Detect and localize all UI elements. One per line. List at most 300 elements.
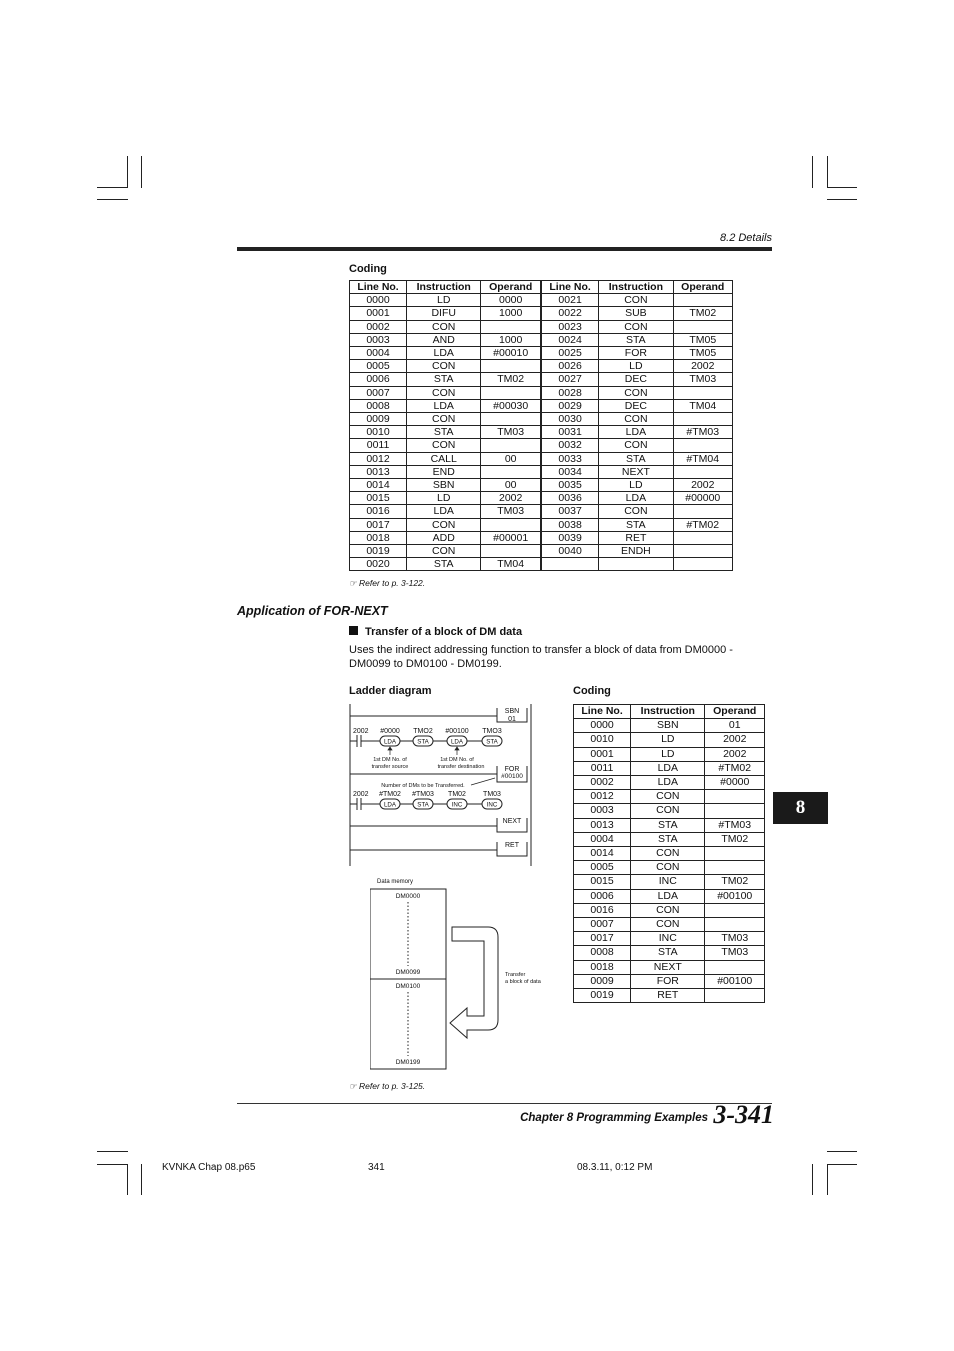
table-cell: CALL (407, 452, 481, 465)
func-label: LDA (383, 801, 397, 809)
table-cell: STA (599, 452, 673, 465)
crop-mark (827, 1164, 857, 1165)
table-cell: 0007 (574, 918, 631, 932)
table-row (574, 875, 765, 889)
table-row (350, 333, 733, 346)
table-cell: 0004 (350, 347, 407, 360)
table-row (574, 861, 765, 875)
operand-label: TM03 (483, 791, 501, 798)
table-cell: 0012 (574, 790, 631, 804)
print-page-number: 341 (368, 1162, 385, 1173)
crop-mark (127, 156, 128, 188)
table-cell: NEXT (631, 960, 705, 974)
table-cell: 0012 (350, 452, 407, 465)
table-cell: 0011 (350, 439, 407, 452)
table-cell: LD (631, 733, 705, 747)
ladder-title: Ladder diagram (349, 685, 432, 697)
table-cell: 0000 (350, 294, 407, 307)
crop-mark (97, 199, 128, 200)
operand-label: #TM03 (412, 791, 434, 798)
table-cell: 0000 (481, 294, 541, 307)
crop-mark (827, 187, 857, 188)
table-cell (481, 439, 541, 452)
table-cell (705, 847, 765, 861)
column-header: Operand (481, 281, 541, 294)
column-header: Line No. (574, 705, 631, 719)
table-cell: CON (599, 294, 673, 307)
table-row (350, 531, 733, 544)
table-cell: 0013 (350, 465, 407, 478)
table-row (574, 747, 765, 761)
table-cell (705, 790, 765, 804)
table-cell: CON (599, 505, 673, 518)
table-cell: 0013 (574, 818, 631, 832)
table-cell: INC (631, 932, 705, 946)
memory-cell: DM0100 (395, 983, 421, 990)
column-header: Instruction (631, 705, 705, 719)
table-cell: DEC (599, 399, 673, 412)
operand-label: #0000 (380, 728, 400, 735)
table-cell: CON (631, 804, 705, 818)
table-cell (705, 960, 765, 974)
table-cell: TM03 (705, 932, 765, 946)
table-cell (673, 531, 732, 544)
table-cell: 0018 (350, 531, 407, 544)
table-cell: 0023 (541, 320, 599, 333)
table-cell (481, 465, 541, 478)
memory-cell: DM0199 (395, 1059, 421, 1066)
table-cell: 0016 (350, 505, 407, 518)
table-cell: 2002 (705, 733, 765, 747)
table-cell: 2002 (705, 747, 765, 761)
coding-title: Coding (349, 263, 387, 275)
table-cell: FOR (599, 347, 673, 360)
table-cell: 0005 (574, 861, 631, 875)
data-memory-diagram (370, 872, 560, 1072)
table-cell: LDA (599, 492, 673, 505)
sbn-label: SBN (504, 708, 520, 715)
table-cell: 00 (481, 479, 541, 492)
table-cell: 0011 (574, 761, 631, 775)
table-cell (705, 918, 765, 932)
table-cell: 0021 (541, 294, 599, 307)
crop-mark (812, 156, 813, 188)
annotation: 1st DM No. of (373, 757, 407, 763)
table-cell: 0032 (541, 439, 599, 452)
table-cell: CON (631, 918, 705, 932)
ladder-diagram (345, 700, 545, 870)
table-row (350, 347, 733, 360)
table-cell: 0005 (350, 360, 407, 373)
operand-label: #TM02 (379, 791, 401, 798)
table-cell: 0038 (541, 518, 599, 531)
table-header-row (574, 705, 765, 719)
chapter-tab: 8 (773, 792, 828, 824)
table-cell: 0009 (574, 974, 631, 988)
annotation: 1st DM No. of (440, 757, 474, 763)
table-cell: NEXT (599, 465, 673, 478)
memory-cell: DM0000 (395, 893, 421, 900)
annotation: Number of DMs to be Transferred. (381, 783, 465, 789)
chapter-title: Chapter 8 Programming Examples (520, 1112, 708, 1124)
table-cell: 0035 (541, 479, 599, 492)
table-row (350, 413, 733, 426)
table-cell (481, 386, 541, 399)
table-cell: TM02 (673, 307, 732, 320)
table-cell: LDA (407, 399, 481, 412)
table-cell: 0027 (541, 373, 599, 386)
func-label: STA (486, 738, 498, 746)
table-row (574, 790, 765, 804)
table-cell (705, 903, 765, 917)
table-cell: 0019 (574, 989, 631, 1003)
table-cell: 0006 (574, 889, 631, 903)
table-row (350, 452, 733, 465)
table-cell: LDA (631, 776, 705, 790)
table-cell: 0001 (350, 307, 407, 320)
sbn-number: 01 (508, 716, 516, 723)
section-title: Application of FOR-NEXT (237, 604, 388, 618)
table-row (574, 776, 765, 790)
coding-table-2 (573, 704, 765, 1003)
table-cell: CON (407, 320, 481, 333)
table-cell: 0003 (350, 333, 407, 346)
table-cell: 00 (481, 452, 541, 465)
description-paragraph: Uses the indirect addressing function to transfer a block of data from DM0000 - DM0099 to DM0100 - DM0199. (349, 644, 733, 670)
column-header: Line No. (541, 281, 599, 294)
table-row (350, 426, 733, 439)
table-cell: 0010 (574, 733, 631, 747)
table-cell (481, 413, 541, 426)
table-cell: RET (631, 989, 705, 1003)
table-cell (481, 320, 541, 333)
table-cell: 0010 (350, 426, 407, 439)
table-cell: TM04 (481, 558, 541, 571)
column-header: Instruction (407, 281, 481, 294)
table-cell: #00001 (481, 531, 541, 544)
table-cell (673, 413, 732, 426)
for-value: #00100 (501, 773, 523, 780)
table-row (350, 479, 733, 492)
table-cell: ADD (407, 531, 481, 544)
contact-label: 2002 (353, 728, 369, 735)
table-row (574, 903, 765, 917)
table-cell: 0015 (350, 492, 407, 505)
func-label: STA (417, 801, 429, 809)
table-cell: CON (631, 847, 705, 861)
table-cell: #00100 (705, 889, 765, 903)
table-cell: 0017 (574, 932, 631, 946)
table-cell: #00010 (481, 347, 541, 360)
table-cell (673, 505, 732, 518)
transfer-label: a block of data (505, 979, 541, 985)
table-cell: CON (407, 413, 481, 426)
table-cell: 0020 (350, 558, 407, 571)
table-row (574, 847, 765, 861)
table-row (574, 818, 765, 832)
table-cell: STA (599, 333, 673, 346)
transfer-label: Transfer (505, 972, 526, 978)
table-cell: CON (631, 861, 705, 875)
table-cell: 0001 (574, 747, 631, 761)
table-cell: STA (631, 946, 705, 960)
table-cell: #TM03 (673, 426, 732, 439)
table-cell: 2002 (673, 360, 732, 373)
table-cell: STA (599, 518, 673, 531)
table-cell: 0031 (541, 426, 599, 439)
table-cell: SUB (599, 307, 673, 320)
crop-mark (97, 187, 128, 188)
table-cell: LD (599, 479, 673, 492)
table-cell: 0004 (574, 832, 631, 846)
table-cell: STA (407, 373, 481, 386)
table-cell: CON (407, 518, 481, 531)
table-cell: 0019 (350, 545, 407, 558)
table-row (350, 465, 733, 478)
table-cell (705, 989, 765, 1003)
table-cell: LD (599, 360, 673, 373)
table-cell: 0024 (541, 333, 599, 346)
column-header: Instruction (599, 281, 673, 294)
table-cell: LD (631, 747, 705, 761)
table-row (574, 946, 765, 960)
table-cell: 1000 (481, 333, 541, 346)
table-row (574, 918, 765, 932)
table-cell: LD (407, 492, 481, 505)
table-row (574, 804, 765, 818)
table-cell (481, 545, 541, 558)
table-cell: END (407, 465, 481, 478)
table-cell: 0014 (574, 847, 631, 861)
crop-mark (827, 199, 857, 200)
func-label: INC (451, 801, 463, 809)
table-row (574, 960, 765, 974)
table-cell: 0002 (350, 320, 407, 333)
table-cell: 0022 (541, 307, 599, 320)
table-cell: #00030 (481, 399, 541, 412)
for-label: FOR (504, 766, 520, 773)
table-cell: 0040 (541, 545, 599, 558)
table-cell: 0006 (350, 373, 407, 386)
coding-table-1 (349, 280, 733, 571)
table-cell: #00000 (673, 492, 732, 505)
table-row (350, 373, 733, 386)
table-cell: 0039 (541, 531, 599, 544)
table-cell: LDA (631, 761, 705, 775)
table-cell (705, 861, 765, 875)
table-cell: FOR (631, 974, 705, 988)
table-row (350, 558, 733, 571)
table-cell (481, 518, 541, 531)
table-cell: STA (407, 558, 481, 571)
table-cell: SBN (407, 479, 481, 492)
table-row (350, 492, 733, 505)
table-cell: LD (407, 294, 481, 307)
coding2-title: Coding (573, 685, 611, 697)
table-cell: CON (599, 439, 673, 452)
table-cell: #0000 (705, 776, 765, 790)
operand-label: TMO2 (413, 728, 433, 735)
table-cell: 0033 (541, 452, 599, 465)
table-cell (673, 320, 732, 333)
crop-mark (141, 1164, 142, 1195)
table-cell: ENDH (599, 545, 673, 558)
table-cell: #TM02 (673, 518, 732, 531)
crop-mark (812, 1164, 813, 1195)
table-cell: 0037 (541, 505, 599, 518)
table-cell: 0034 (541, 465, 599, 478)
table-cell: DIFU (407, 307, 481, 320)
column-header: Line No. (350, 281, 407, 294)
table-cell: TM02 (705, 832, 765, 846)
table-row (350, 518, 733, 531)
table-cell: 0015 (574, 875, 631, 889)
table-cell: CON (407, 386, 481, 399)
table-cell: CON (631, 903, 705, 917)
table-cell: 2002 (673, 479, 732, 492)
table-cell: 0002 (574, 776, 631, 790)
annotation: transfer destination (437, 764, 485, 770)
crop-mark (141, 156, 142, 188)
table-cell: 0025 (541, 347, 599, 360)
operand-label: TM02 (448, 791, 466, 798)
table-cell (705, 804, 765, 818)
table-cell: #TM02 (705, 761, 765, 775)
file-name: KVNKA Chap 08.p65 (162, 1162, 256, 1173)
table-cell: #00100 (705, 974, 765, 988)
table-cell: STA (631, 832, 705, 846)
table-cell: TM05 (673, 347, 732, 360)
table-row (350, 386, 733, 399)
table-cell: 0003 (574, 804, 631, 818)
table-row (574, 832, 765, 846)
table-cell: LDA (631, 889, 705, 903)
refer-icon: ☞ (349, 1081, 359, 1091)
table-row (574, 974, 765, 988)
table-row (574, 733, 765, 747)
reference-note-2: ☞ Refer to p. 3-125. (349, 1081, 426, 1091)
table-cell: INC (631, 875, 705, 889)
func-label: LDA (383, 738, 397, 746)
func-label: LDA (450, 738, 464, 746)
table-row (350, 545, 733, 558)
table-cell: TM03 (481, 426, 541, 439)
func-label: STA (417, 738, 429, 746)
table-row (350, 505, 733, 518)
memory-title: Data memory (377, 879, 414, 885)
crop-mark (827, 1164, 828, 1195)
table-cell: LDA (599, 426, 673, 439)
table-row (574, 932, 765, 946)
table-row (350, 307, 733, 320)
table-cell (599, 558, 673, 571)
refer-icon: ☞ (349, 578, 359, 588)
contact-label: 2002 (353, 791, 369, 798)
section-header: 8.2 Details (720, 232, 772, 244)
table-cell: 0026 (541, 360, 599, 373)
reference-note: ☞ Refer to p. 3-122. (349, 578, 426, 588)
table-cell: 0008 (574, 946, 631, 960)
print-date: 08.3.11, 0:12 PM (577, 1162, 653, 1173)
table-row (350, 320, 733, 333)
table-cell: 0016 (574, 903, 631, 917)
crop-mark (827, 1151, 857, 1152)
memory-cell: DM0099 (395, 969, 421, 976)
table-cell: #TM04 (673, 452, 732, 465)
table-row (350, 399, 733, 412)
table-cell: #TM03 (705, 818, 765, 832)
table-cell: 0029 (541, 399, 599, 412)
table-row (350, 294, 733, 307)
table-cell (541, 558, 599, 571)
table-row (574, 761, 765, 775)
table-cell (481, 360, 541, 373)
ret-label: RET (505, 842, 519, 849)
table-cell: 0036 (541, 492, 599, 505)
table-cell: TM03 (481, 505, 541, 518)
table-cell: 1000 (481, 307, 541, 320)
transfer-arrow-icon (450, 927, 498, 1038)
table-cell: TM05 (673, 333, 732, 346)
operand-label: #00100 (445, 728, 469, 735)
table-cell: TM03 (673, 373, 732, 386)
table-cell: STA (407, 426, 481, 439)
table-cell (673, 386, 732, 399)
table-row (350, 360, 733, 373)
table-row (350, 439, 733, 452)
crop-mark (97, 1164, 128, 1165)
column-header: Operand (673, 281, 732, 294)
table-cell (673, 558, 732, 571)
table-cell: 0017 (350, 518, 407, 531)
table-cell: 0007 (350, 386, 407, 399)
crop-mark (97, 1151, 128, 1152)
table-cell: 0014 (350, 479, 407, 492)
table-cell: LDA (407, 347, 481, 360)
table-cell: TM04 (673, 399, 732, 412)
table-cell: TM02 (481, 373, 541, 386)
table-cell (673, 439, 732, 452)
table-cell (673, 294, 732, 307)
table-cell: AND (407, 333, 481, 346)
func-label: INC (486, 801, 498, 809)
subsection-title: Transfer of a block of DM data (349, 626, 522, 638)
table-cell: STA (631, 818, 705, 832)
table-cell: TM02 (705, 875, 765, 889)
table-cell: CON (599, 413, 673, 426)
operand-label: TMO3 (482, 728, 502, 735)
table-cell (673, 465, 732, 478)
table-cell: CON (599, 320, 673, 333)
table-cell: 0028 (541, 386, 599, 399)
table-cell: 2002 (481, 492, 541, 505)
table-cell: 01 (705, 719, 765, 733)
table-cell: CON (599, 386, 673, 399)
table-cell: CON (631, 790, 705, 804)
table-cell: SBN (631, 719, 705, 733)
annotation: transfer source (371, 764, 409, 770)
table-cell: 0008 (350, 399, 407, 412)
table-cell: 0018 (574, 960, 631, 974)
table-cell: 0009 (350, 413, 407, 426)
table-cell: 0000 (574, 719, 631, 733)
table-cell: DEC (599, 373, 673, 386)
next-label: NEXT (502, 818, 522, 825)
table-cell (673, 545, 732, 558)
table-cell: 0030 (541, 413, 599, 426)
table-cell: CON (407, 545, 481, 558)
table-cell: RET (599, 531, 673, 544)
